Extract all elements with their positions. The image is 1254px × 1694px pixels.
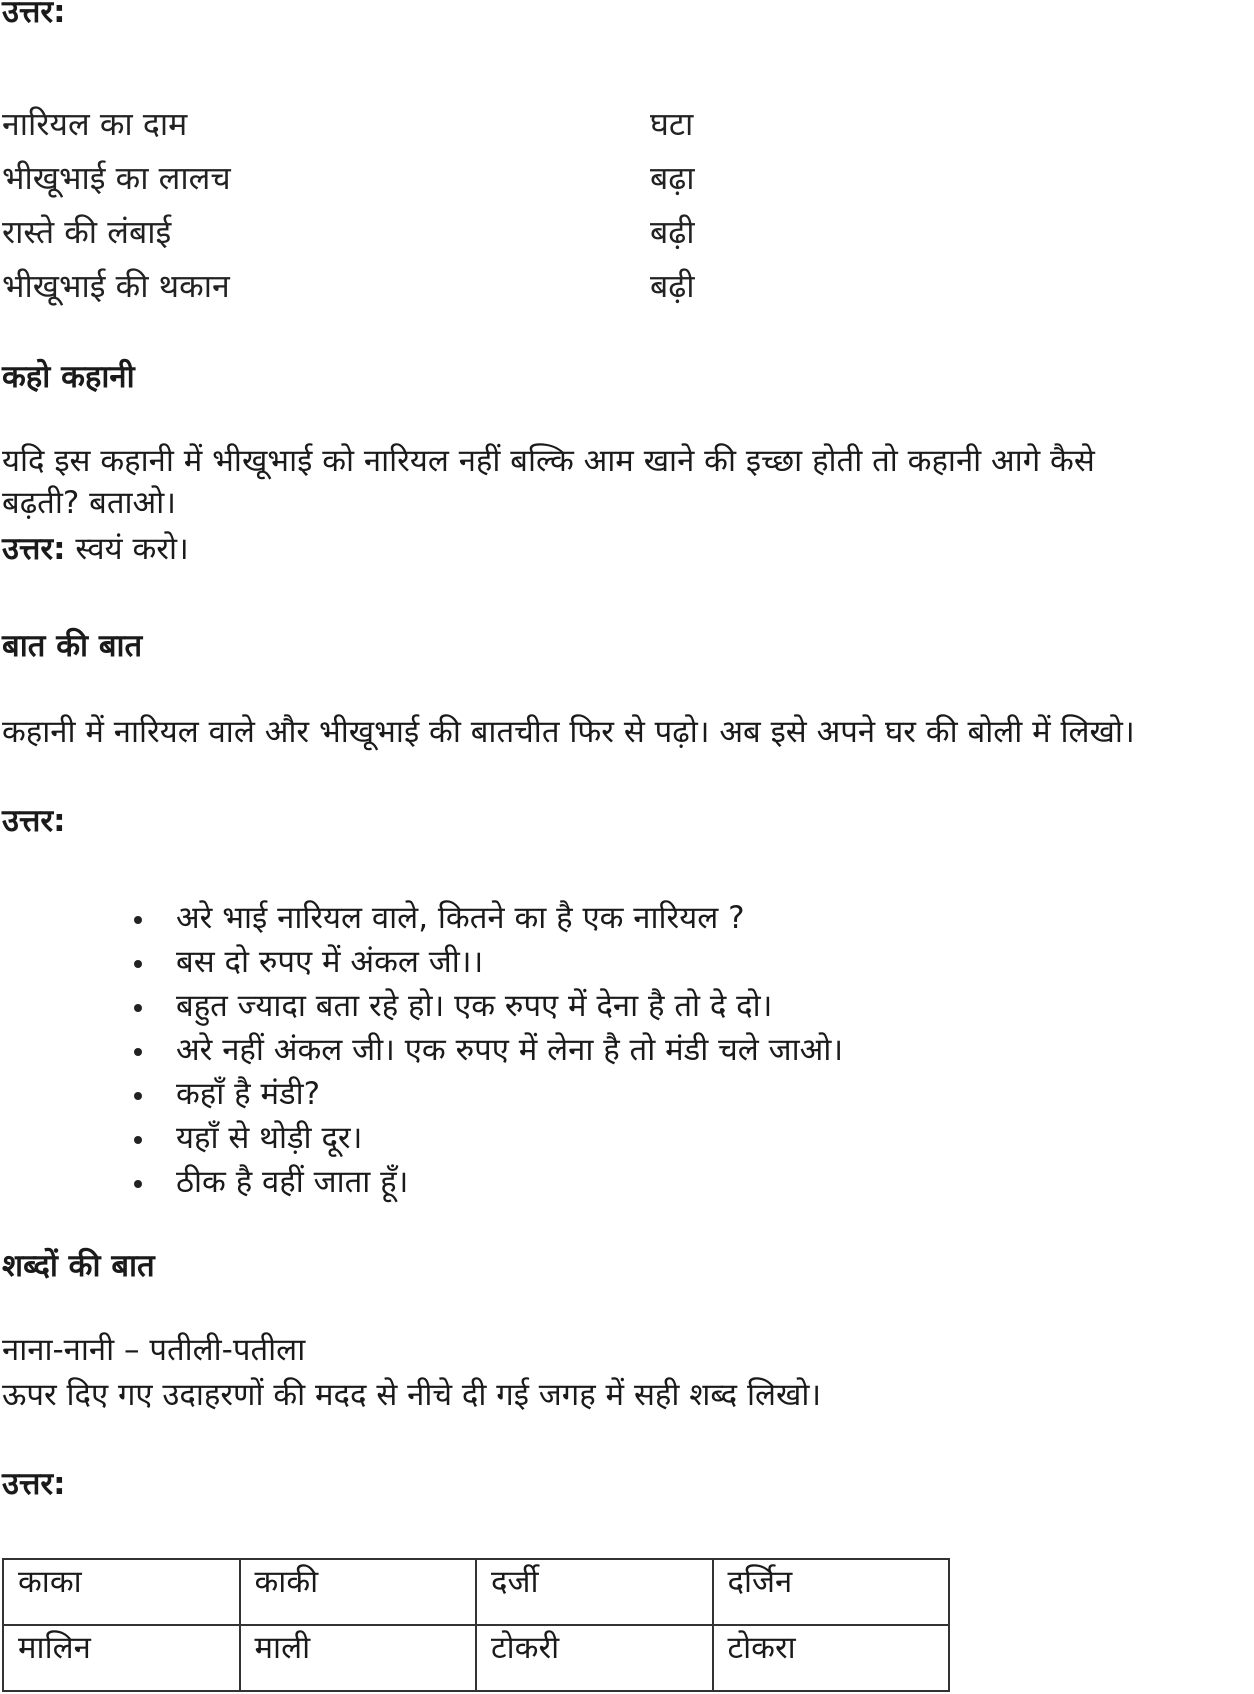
- question-text: यदि इस कहानी में भीखूभाई को नारियल नहीं बल्कि आम खाने की इच्छा होती तो कहानी आगे कैसे: [2, 443, 1095, 479]
- comparison-item: भीखूभाई का लालच: [2, 159, 231, 197]
- bullet-icon: [134, 1048, 142, 1056]
- bullet-icon: [134, 1004, 142, 1012]
- table-cell: मालिन: [3, 1625, 240, 1691]
- answer-label: उत्तर:: [2, 0, 66, 30]
- comparison-change: बढ़ी: [650, 267, 695, 305]
- table-cell: माली: [240, 1625, 477, 1691]
- answer-label: उत्तर:: [2, 1466, 66, 1502]
- dialogue-text: बस दो रुपए में अंकल जी।।: [176, 944, 484, 980]
- question-text: बढ़ती? बताओ।: [2, 485, 177, 521]
- comparison-change: घटा: [650, 105, 694, 143]
- section-heading: शब्दों की बात: [2, 1248, 155, 1284]
- list-item: [134, 986, 772, 1026]
- table-cell: टोकरी: [476, 1625, 713, 1691]
- list-item: [134, 1030, 843, 1070]
- answer-line: [2, 529, 189, 569]
- answer-text: स्वयं करो।: [65, 531, 189, 567]
- bullet-icon: [134, 916, 142, 924]
- example-text: नाना-नानी – पतीली-पतीला: [2, 1332, 306, 1368]
- section-heading: बात की बात: [2, 628, 143, 664]
- question-text: कहानी में नारियल वाले और भीखूभाई की बातचीत फिर से पढ़ो। अब इसे अपने घर की बोली में लिखो।: [2, 714, 1135, 750]
- answer-label: उत्तर:: [2, 531, 66, 567]
- section-heading: कहो कहानी: [2, 359, 135, 395]
- bullet-icon: [134, 1180, 142, 1188]
- answer-table: [2, 1558, 950, 1692]
- dialogue-text: कहाँ है मंडी?: [176, 1076, 321, 1112]
- table-cell: काका: [3, 1559, 240, 1625]
- dialogue-text: बहुत ज्यादा बता रहे हो। एक रुपए में देना है तो दे दो।: [176, 988, 773, 1024]
- bullet-icon: [134, 1092, 142, 1100]
- dialogue-text: अरे नहीं अंकल जी। एक रुपए में लेना है तो मंडी चले जाओ।: [176, 1032, 844, 1068]
- list-item: [134, 898, 745, 938]
- answer-label: उत्तर:: [2, 803, 66, 839]
- table-cell: टोकरा: [713, 1625, 950, 1691]
- list-item: [134, 1162, 408, 1202]
- table-cell: काकी: [240, 1559, 477, 1625]
- table-cell: दर्जिन: [713, 1559, 950, 1625]
- list-item: [134, 942, 483, 982]
- table-row: [3, 1559, 949, 1625]
- bullet-icon: [134, 1136, 142, 1144]
- table-row: [3, 1625, 949, 1691]
- question-text: ऊपर दिए गए उदाहरणों की मदद से नीचे दी गई जगह में सही शब्द लिखो।: [2, 1377, 822, 1413]
- comparison-item: रास्ते की लंबाई: [2, 213, 172, 251]
- comparison-change: बढ़ा: [650, 159, 695, 197]
- dialogue-text: यहाँ से थोड़ी दूर।: [176, 1120, 363, 1156]
- dialogue-text: अरे भाई नारियल वाले, कितने का है एक नारियल ?: [176, 900, 745, 936]
- comparison-item: नारियल का दाम: [2, 105, 188, 143]
- dialogue-text: ठीक है वहीं जाता हूँ।: [176, 1164, 409, 1200]
- comparison-change: बढ़ी: [650, 213, 695, 251]
- list-item: [134, 1074, 320, 1114]
- comparison-item: भीखूभाई की थकान: [2, 267, 230, 305]
- list-item: [134, 1118, 362, 1158]
- table-cell: दर्जी: [476, 1559, 713, 1625]
- bullet-icon: [134, 960, 142, 968]
